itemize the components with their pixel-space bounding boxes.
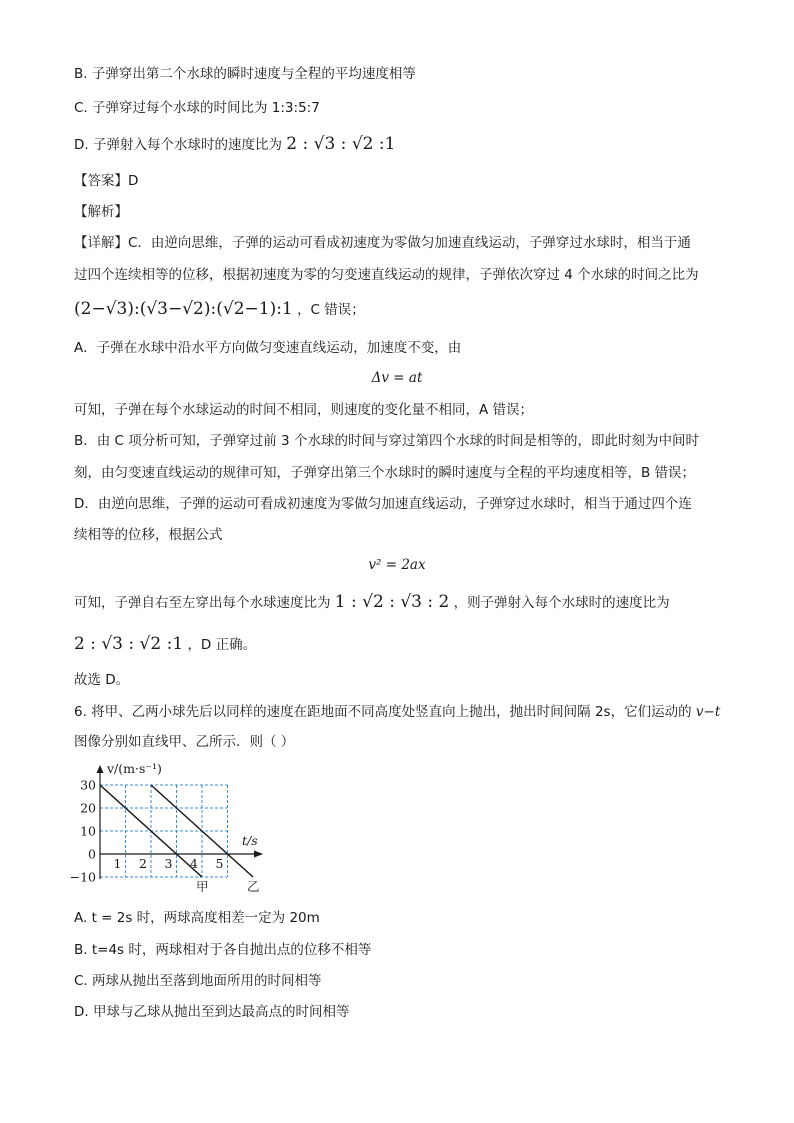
option-d: D. 甲球与乙球从抛出至到达最高点的时间相等 [74, 1004, 350, 1020]
explanation-line-2: 过四个连续相等的位移，根据初速度为零的匀变速直线运动的规律，子弹依次穿过 4 个水球的时间之比为 [74, 267, 699, 283]
option-d-ratio: 2 : √3 : √2 :1 [286, 134, 396, 154]
option-a: A. t = 2s 时，两球高度相差一定为 20m [74, 910, 320, 926]
y-tick-−10: −10 [70, 869, 96, 885]
option-d-prev [74, 134, 395, 155]
option-b: B. t=4s 时，两球相对于各自抛出点的位移不相等 [74, 942, 372, 958]
y-tick-20: 20 [80, 800, 96, 816]
question-6-stem-2: 图像分别如直线甲、乙所示．则（ ） [74, 734, 295, 750]
x-axis-arrow [254, 851, 263, 858]
explanation-line-5: 可知，子弹在每个水球运动的时间不相同，则速度的变化量不相同，A 错误； [74, 402, 534, 418]
option-b-prev: B. 子弹穿出第二个水球的瞬时速度与全程的平均速度相等 [74, 66, 416, 82]
question-6-stem-line-1 [74, 702, 720, 722]
explanation-line-8: D．由逆向思维，子弹的运动可看成初速度为零做匀加速直线运动，子弹穿过水球时，相当于通过四个连 [74, 496, 692, 512]
explanation-line-9: 续相等的位移，根据公式 [74, 527, 223, 543]
explanation-line-3 [74, 299, 365, 320]
formula-delta-v: Δv = at [371, 370, 423, 386]
explanation-line-11 [74, 634, 256, 655]
x-tick-3: 3 [164, 856, 173, 871]
y-axis-label: v/(m·s⁻¹) [107, 761, 162, 776]
x-tick-4: 4 [190, 856, 198, 871]
explanation-line-6: B．由 C 项分析可知，子弹穿过前 3 个水球的时间与穿过第四个水球的时间是相等的，即此时刻为中间时 [74, 433, 699, 449]
formula-v-squared: v² = 2ax [368, 557, 426, 573]
explanation-line-4: A．子弹在水球中沿水平方向做匀变速直线运动，加速度不变，由 [74, 340, 462, 356]
explanation-line-10-suffix: ，则子弹射入每个水球时的速度比为 [453, 595, 670, 611]
analysis-title: 【解析】 [74, 204, 128, 220]
x-tick-5: 5 [215, 856, 224, 871]
entry-speed-ratio: 2 : √3 : √2 :1 [74, 634, 184, 654]
option-d-prefix: D. 子弹射入每个水球时的速度比为 [74, 137, 282, 153]
question-6-stem-1: 6. 将甲、乙两小球先后以同样的速度在距地面不同高度处竖直向上抛出，抛出时间间隔 2s，它们运动的 [74, 704, 692, 720]
vt-graph [70, 757, 270, 897]
x-axis-label: t/s [242, 833, 258, 848]
x-tick-2: 2 [139, 856, 147, 871]
y-tick-30: 30 [80, 777, 96, 793]
explanation-line-11-suffix: ，D 正确。 [187, 637, 257, 653]
answer-line: 【答案】D [74, 173, 139, 189]
y-tick-10: 10 [80, 823, 96, 839]
series-label-yi: 乙 [247, 879, 260, 894]
explanation-line-10 [74, 592, 670, 613]
time-ratio-expression: (2−√3):(√3−√2):(√2−1):1 [74, 299, 293, 319]
chart-labels [70, 761, 260, 894]
question-6-vt: v−t [695, 704, 721, 720]
explanation-line-1: 【详解】C．由逆向思维，子弹的运动可看成初速度为零做匀加速直线运动，子弹穿过水球时，相当于通 [74, 235, 691, 251]
x-tick-1: 1 [113, 856, 122, 871]
exit-speed-ratio: 1 : √2 : √3 : 2 [334, 592, 450, 612]
y-tick-0: 0 [88, 846, 96, 862]
explanation-line-3-tail: ，C 错误； [297, 302, 365, 318]
series-label-jia: 甲 [196, 879, 209, 894]
final-choice: 故选 D。 [74, 672, 130, 688]
explanation-line-10-prefix: 可知，子弹自右至左穿出每个水球速度比为 [74, 595, 331, 611]
y-axis-arrow [97, 765, 104, 773]
option-c-prev: C. 子弹穿过每个水球的时间比为 1:3:5:7 [74, 100, 320, 116]
explanation-line-7: 刻，由匀变速直线运动的规律可知，子弹穿出第三个水球时的瞬时速度与全程的平均速度相等，B 错误； [74, 465, 696, 481]
option-c: C. 两球从抛出至落到地面所用的时间相等 [74, 973, 322, 989]
